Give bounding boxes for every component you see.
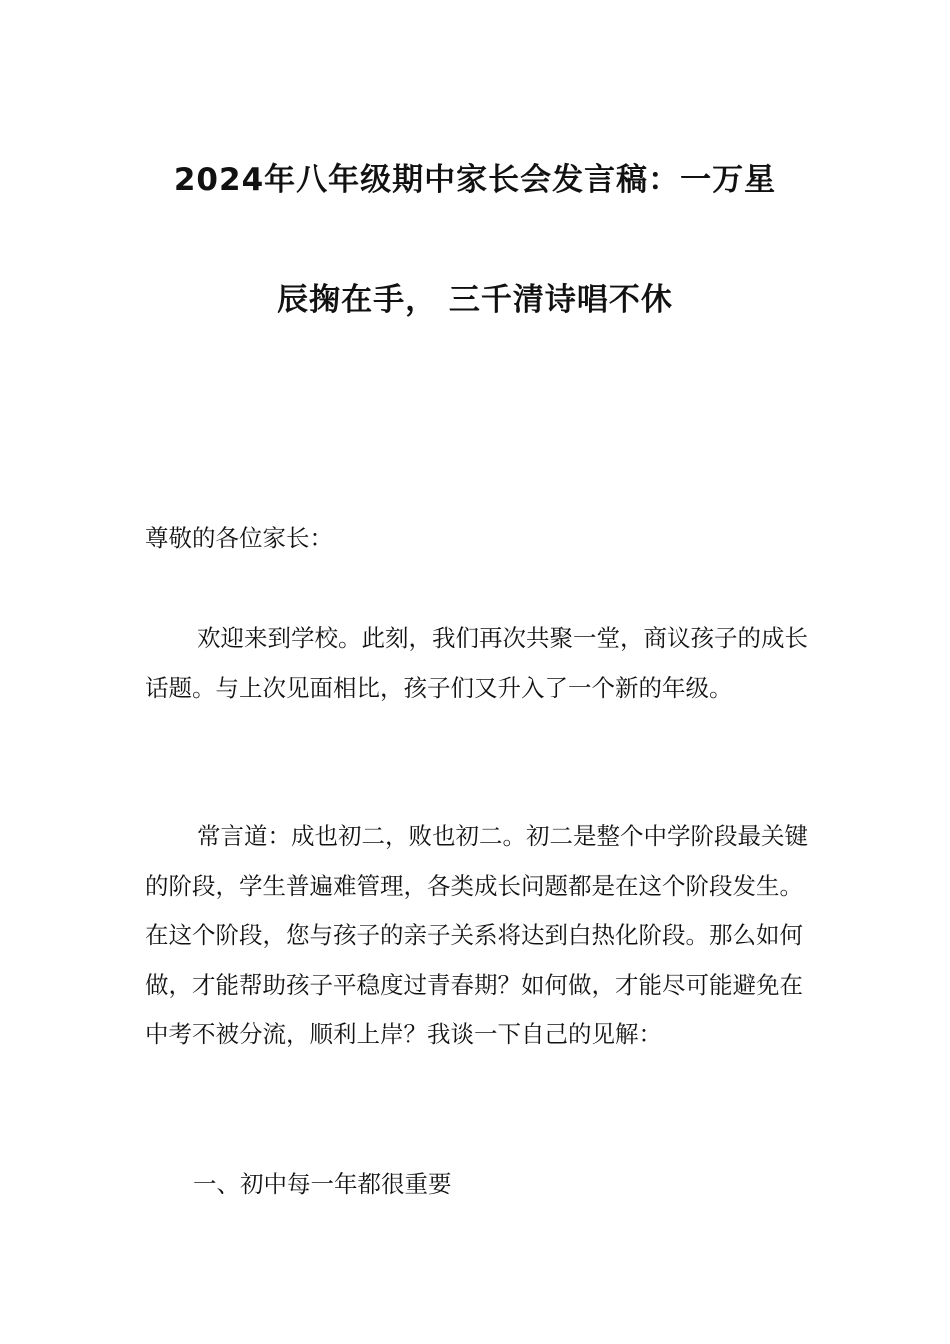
paragraph-welcome: 欢迎来到学校。此刻，我们再次共聚一堂，商议孩子的成长话题。与上次见面相比，孩子们又升入了一个新的年级。 <box>145 624 808 702</box>
salutation: 尊敬的各位家长： <box>145 524 333 552</box>
section-heading: 一、初中每一年都很重要 <box>193 1170 452 1198</box>
document-title-line-1: 2024年八年级期中家长会发言稿：一万星 <box>173 162 777 198</box>
paragraph-grade-two: 常言道：成也初二，败也初二。初二是整个中学阶段最关键的阶段，学生普遍难管理，各类成长问题都是在这个阶段发生。在这个阶段，您与孩子的亲子关系将达到白热化阶段。那么如何做，才能帮助孩子平稳度过青春期？如何做，才能尽可能避免在中考不被分流，顺利上岸？我谈一下自己的见解： <box>145 822 808 1048</box>
document-title-line-2: 辰掬在手， 三千清诗唱不休 <box>277 282 673 318</box>
